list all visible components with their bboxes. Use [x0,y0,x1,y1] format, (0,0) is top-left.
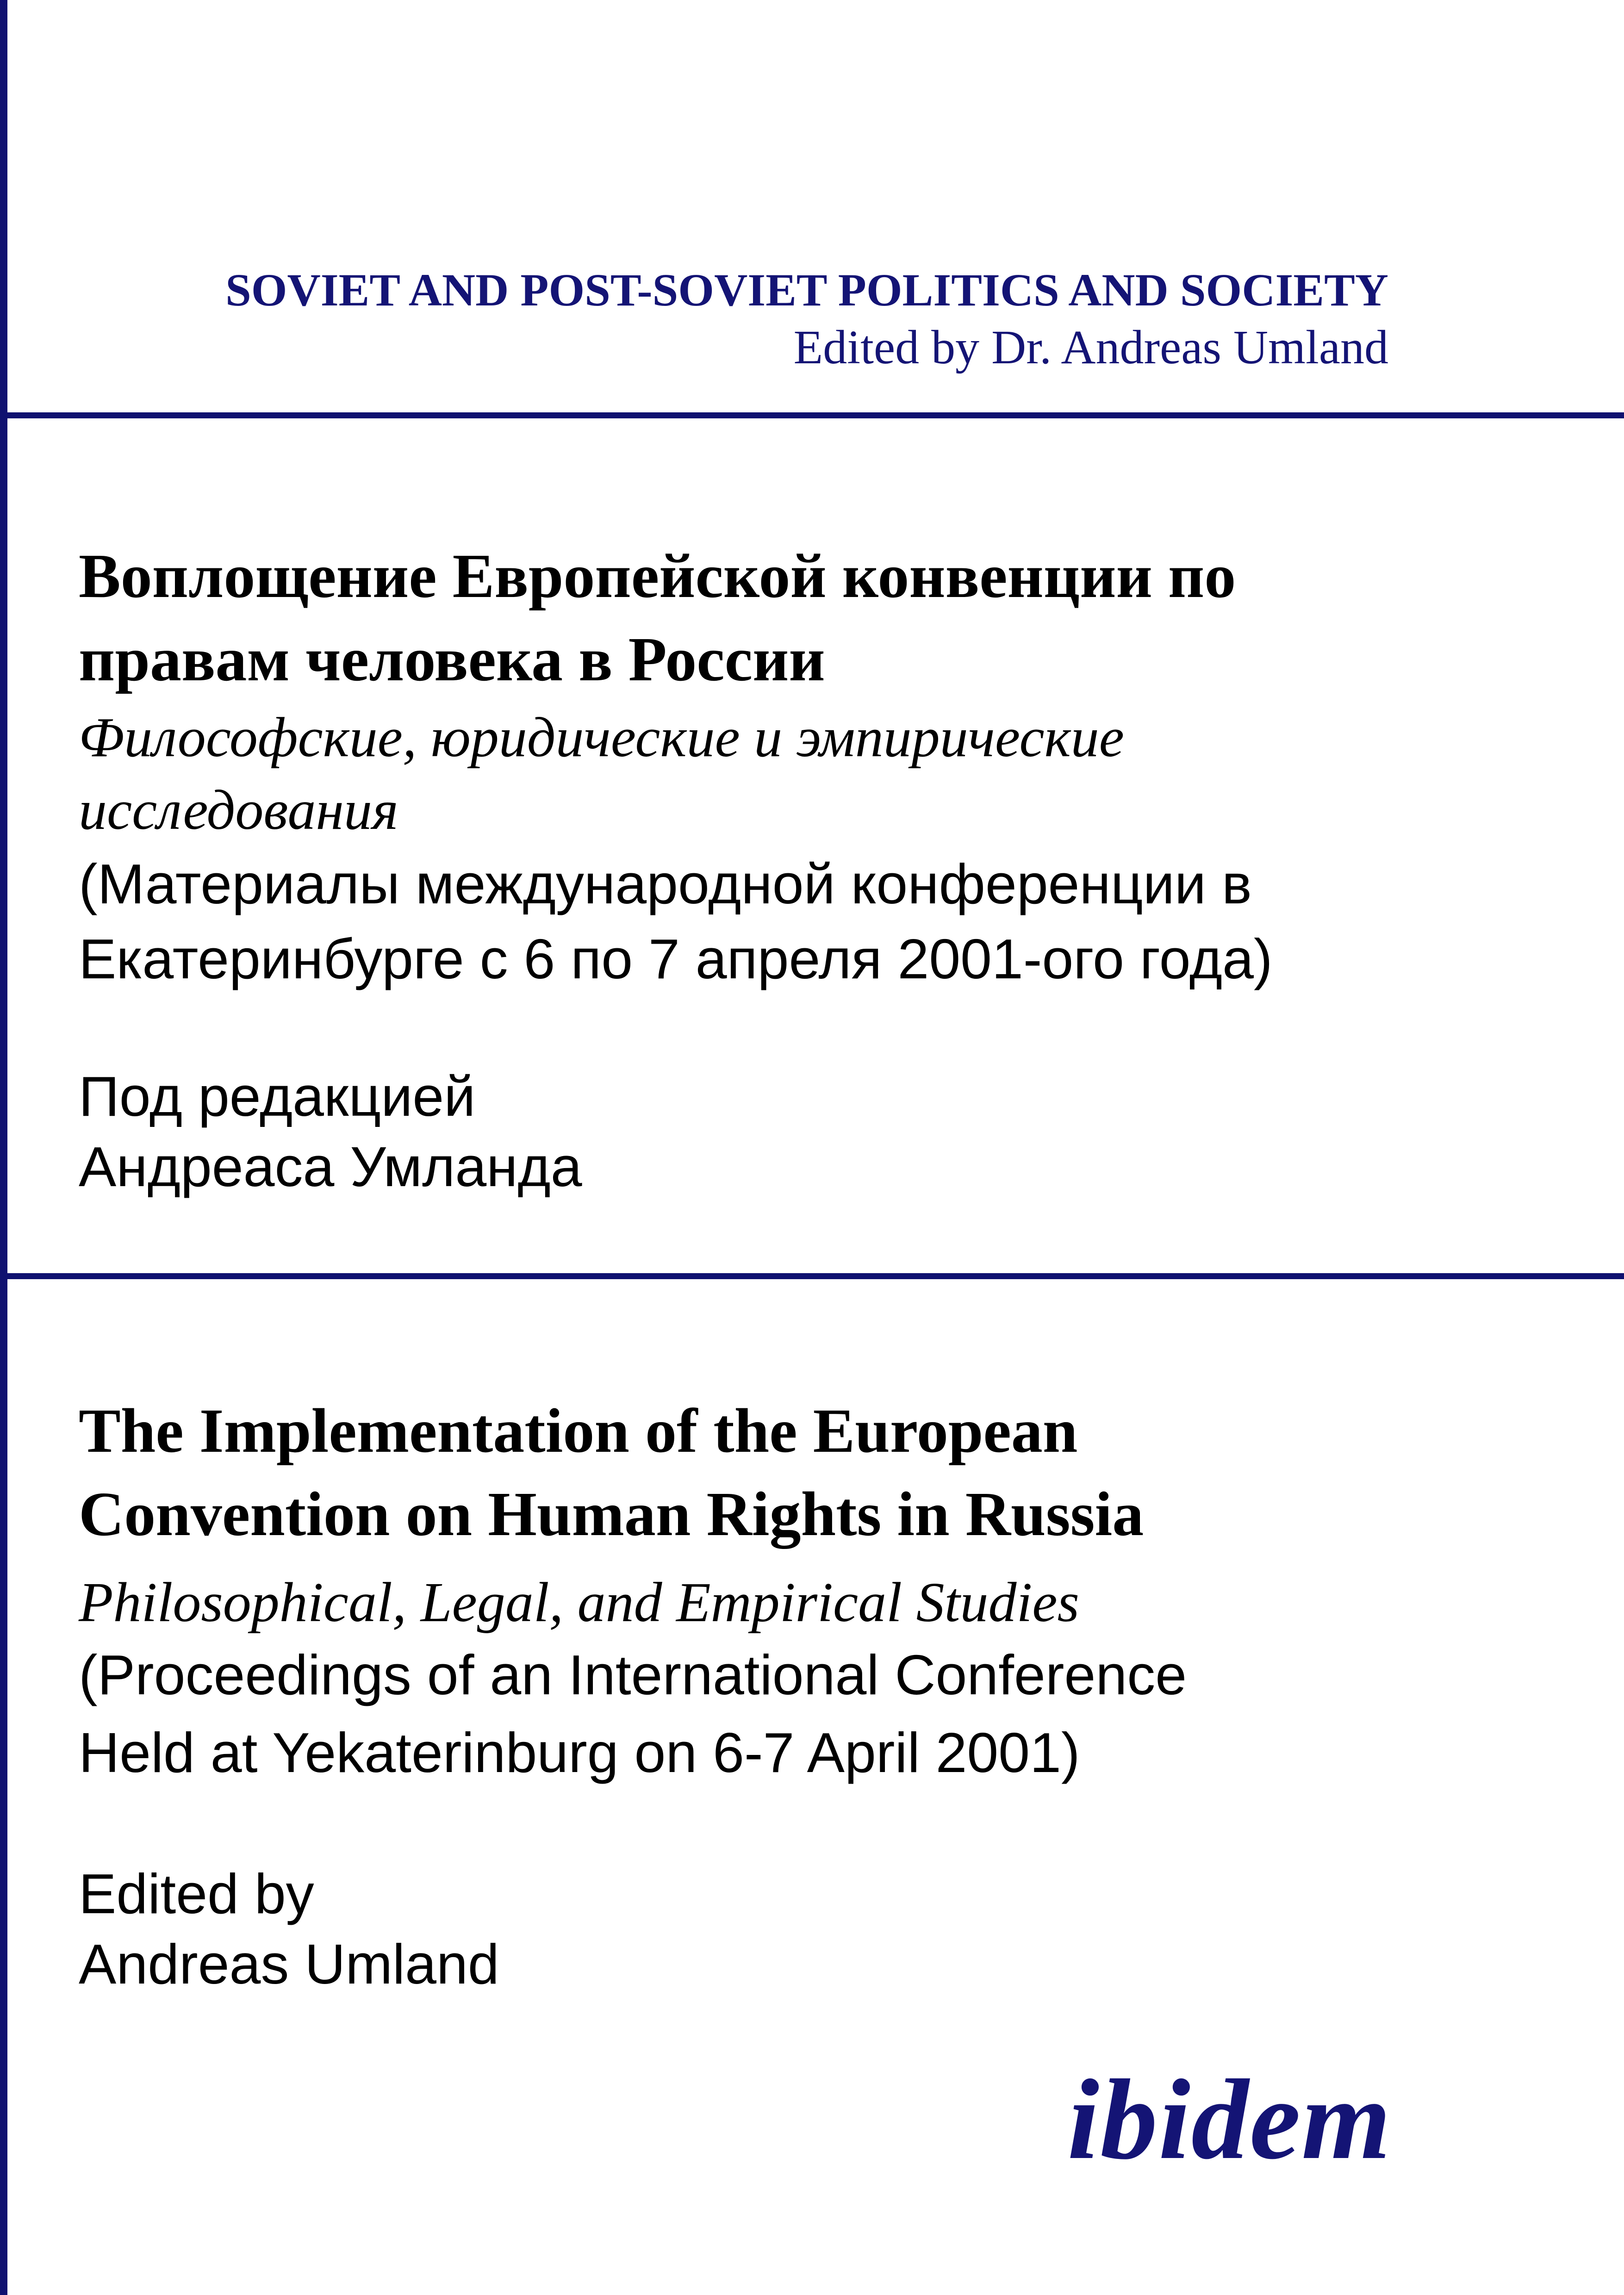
english-title-block [79,1377,1550,1999]
publisher-logo: ibidem [1067,2056,1392,2183]
russian-proceedings-line-2: Екатеринбурге с 6 по 7 апреля 2001-ого года) [79,927,1273,990]
series-editor: Edited by Dr. Andreas Umland [793,321,1388,374]
russian-editor-block [79,1061,1550,1202]
russian-title-line-2: правам человека в России [79,625,825,694]
series-title: SOVIET AND POST-SOVIET POLITICS AND SOCIETY [225,264,1388,316]
english-editor-block [79,1859,1550,1999]
top-horizontal-rule [0,412,1624,418]
english-editor-line-1: Edited by [79,1862,314,1925]
russian-title-block [79,535,1550,1202]
english-title-line-1: The Implementation of the European [79,1396,1078,1466]
russian-subtitle-line-2: исследования [79,779,398,841]
english-editor-line-2: Andreas Umland [79,1933,499,1996]
russian-proceedings-line-1: (Материалы международной конференции в [79,852,1252,915]
english-title-line-2: Convention on Human Rights in Russia [79,1480,1144,1549]
english-proceedings-line-2: Held at Yekaterinburg on 6-7 April 2001) [79,1721,1080,1784]
english-proceedings-line-1: (Proceedings of an International Conference [79,1643,1187,1706]
left-vertical-rule [0,0,7,2295]
middle-horizontal-rule [0,1273,1624,1279]
russian-subtitle-line-1: Философские, юридические и эмпирические [79,706,1124,769]
english-subtitle: Philosophical, Legal, and Empirical Studies [79,1571,1079,1634]
russian-editor-line-1: Под редакцией [79,1065,476,1128]
russian-editor-line-2: Андреаса Умланда [79,1135,582,1198]
russian-title-line-1: Воплощение Европейской конвенции по [79,541,1236,611]
series-block [225,261,1388,376]
